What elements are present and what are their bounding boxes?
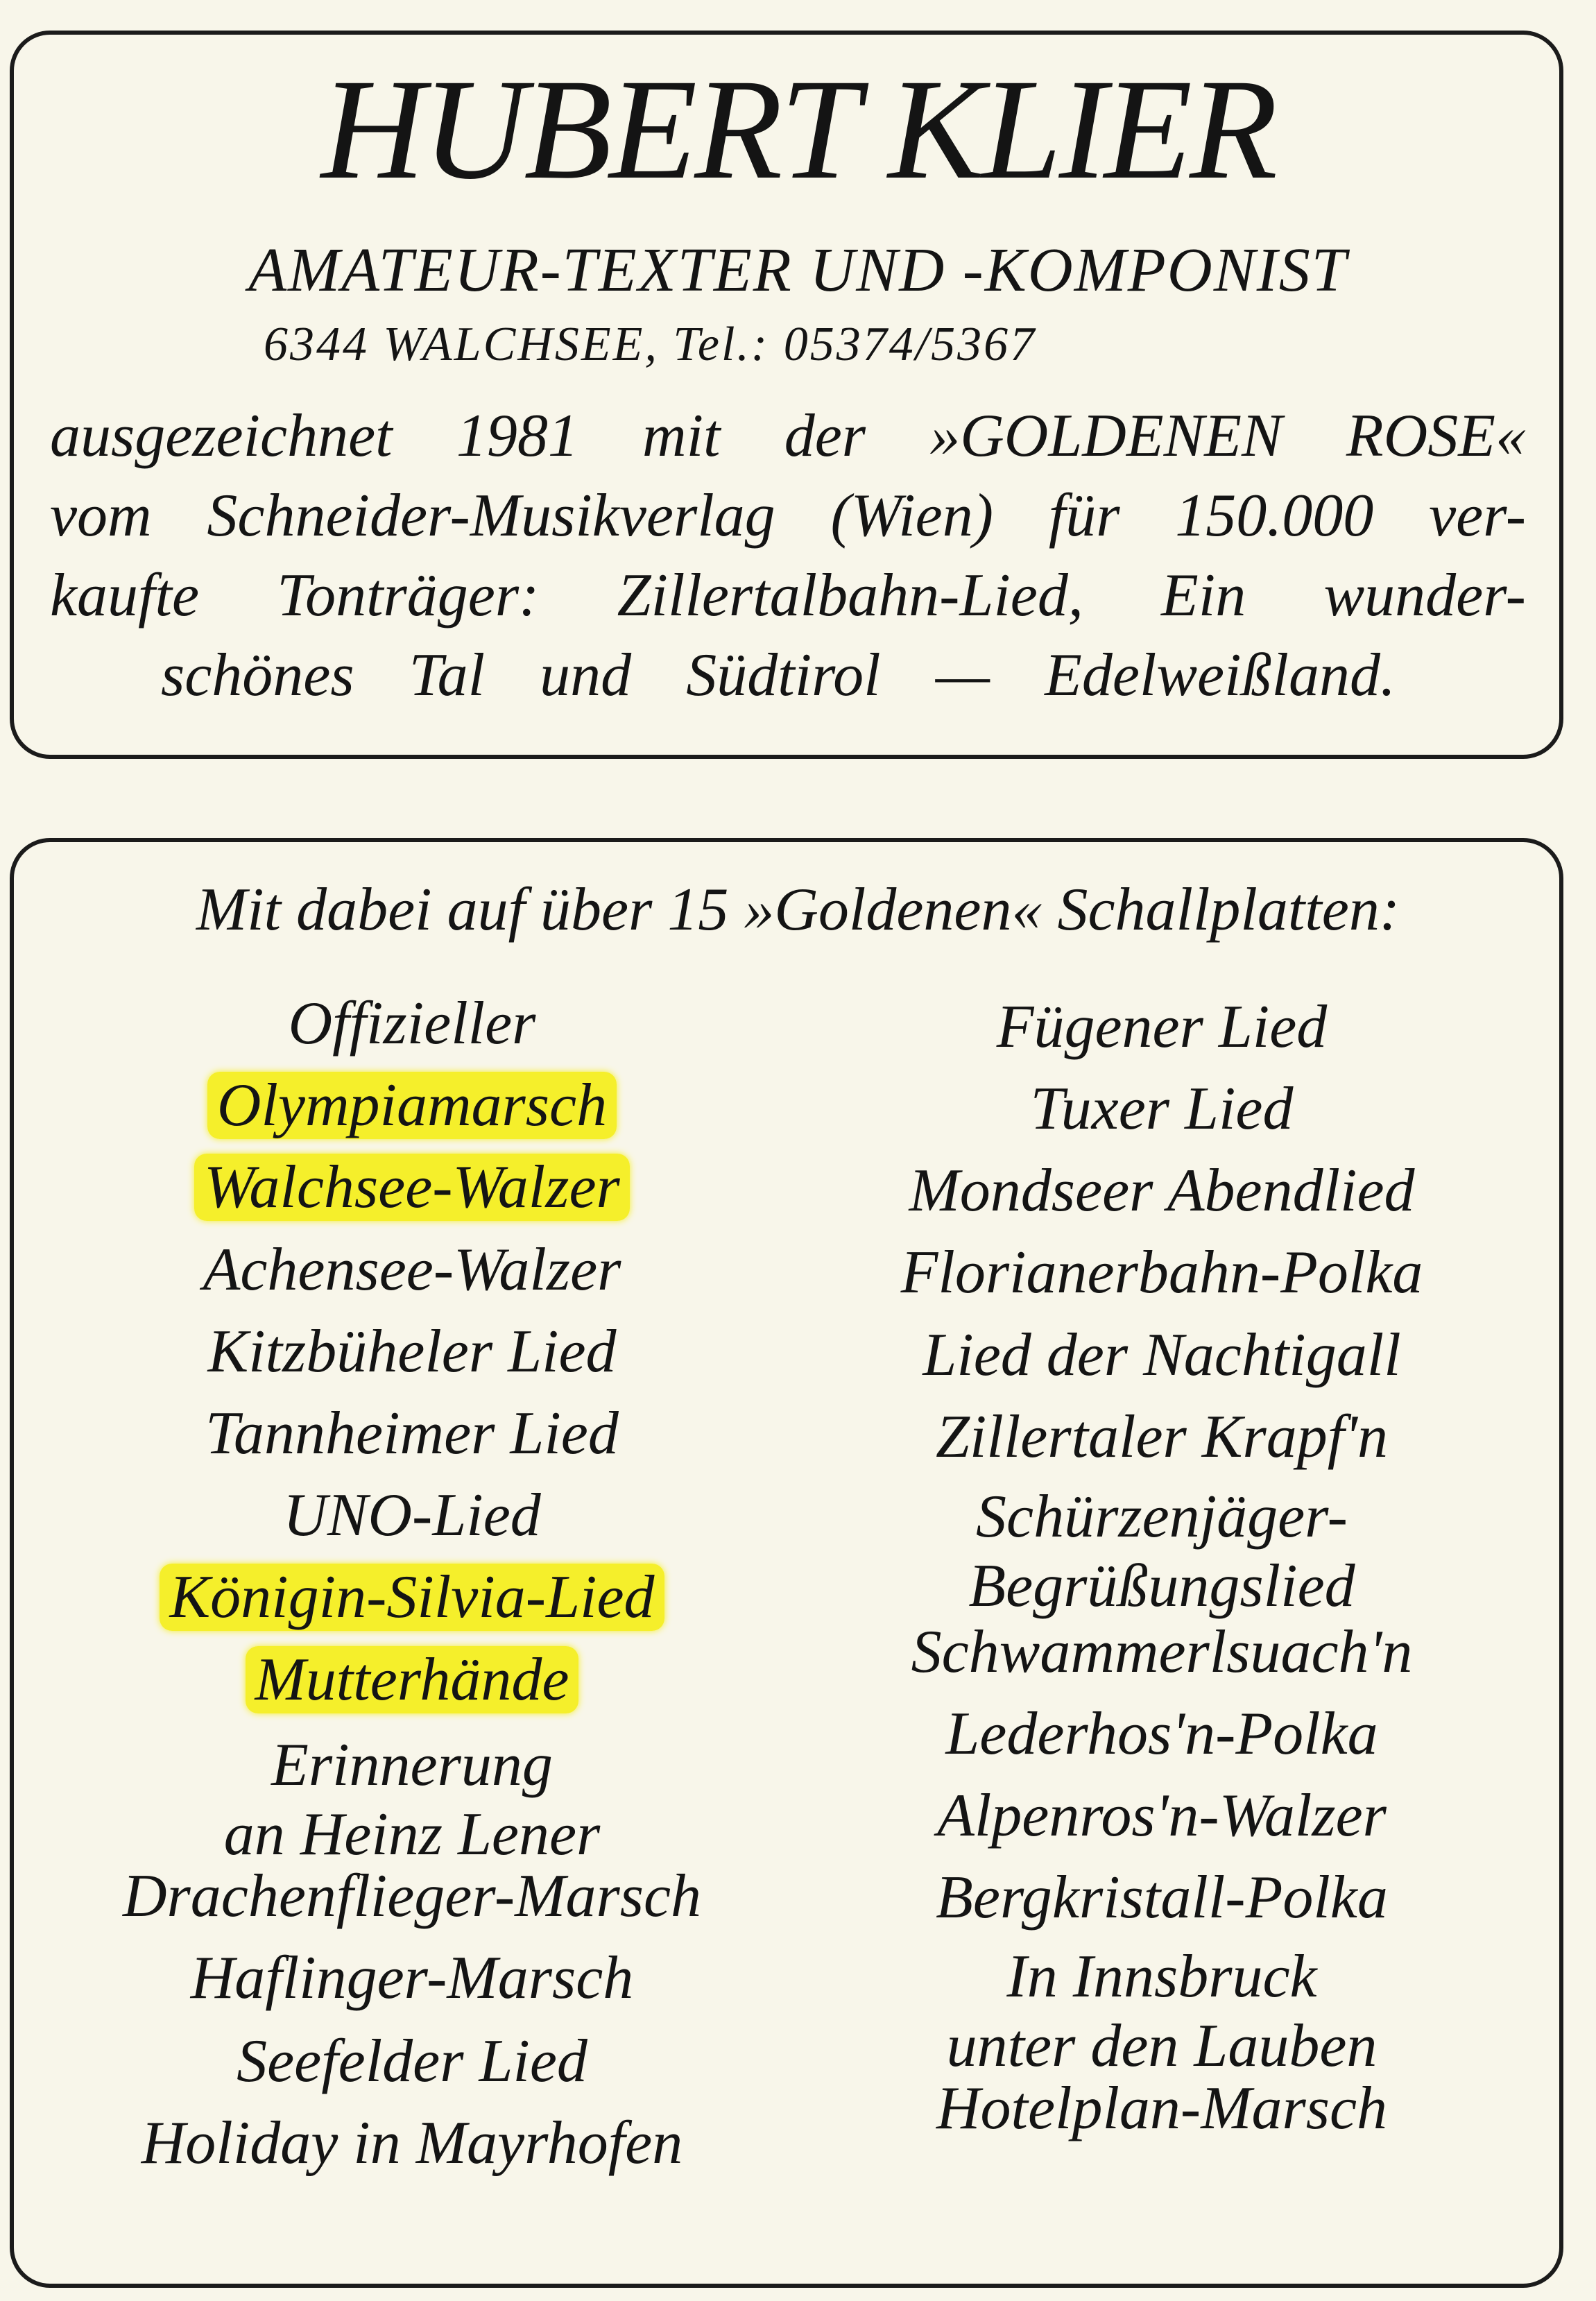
records-heading: Mit dabei auf über 15 »Goldenen« Schallplatten: <box>196 876 1400 943</box>
left-song-title <box>31 1863 793 1930</box>
highlighted-song-text: Olympiamarsch <box>207 1072 617 1139</box>
description-line: vom Schneider-Musikverlag (Wien) für 150.000 ver- <box>50 482 1526 549</box>
left-song-title <box>31 2028 793 2095</box>
song-text: Kitzbüheler Lied <box>207 1318 617 1385</box>
composer-name: HUBERT KLIER <box>320 49 1276 209</box>
left-song-title <box>31 990 793 1057</box>
song-text: Hotelplan-Marsch <box>936 2075 1388 2142</box>
song-text: Mondseer Abendlied <box>909 1157 1415 1224</box>
song-text: Tuxer Lied <box>1030 1075 1294 1143</box>
song-text: Lied der Nachtigall <box>923 1321 1401 1389</box>
right-song-title <box>780 1618 1543 1686</box>
description-line: kaufte Tonträger: Zillertalbahn-Lied, Ein wunder- <box>50 562 1526 629</box>
song-text: unter den Lauben <box>946 2012 1378 2080</box>
description-line: schönes Tal und Südtirol — Edelweißland. <box>161 642 1396 709</box>
song-text: Bergkristall-Polka <box>936 1864 1388 1931</box>
song-text: Florianerbahn-Polka <box>900 1239 1423 1306</box>
highlighted-song-text: Königin-Silvia-Lied <box>160 1564 664 1631</box>
right-song-title <box>780 1942 1543 2081</box>
left-song-title <box>31 1731 793 1870</box>
left-song-title <box>31 1944 793 2012</box>
left-song-title <box>31 1236 793 1303</box>
highlighted-song-text: Mutterhände <box>246 1646 579 1713</box>
song-text: Holiday in Mayrhofen <box>141 2110 683 2177</box>
description-line: ausgezeichnet 1981 mit der »GOLDENEN ROSE« <box>50 402 1526 470</box>
right-song-title <box>780 1157 1543 1224</box>
left-song-title <box>31 2110 793 2177</box>
right-song-title <box>780 2075 1543 2142</box>
song-text: Lederhos'n-Polka <box>945 1700 1378 1768</box>
right-song-title <box>780 1075 1543 1143</box>
song-text: Drachenflieger-Marsch <box>122 1863 702 1930</box>
song-text: Offizieller <box>288 990 536 1057</box>
song-text: Zillertaler Krapf'n <box>935 1403 1388 1471</box>
song-text: UNO-Lied <box>283 1482 541 1549</box>
left-song-title <box>31 1318 793 1385</box>
right-song-title <box>780 1700 1543 1768</box>
right-song-title <box>780 993 1543 1061</box>
song-text: Tannheimer Lied <box>205 1400 619 1467</box>
song-text: Schürzenjäger- <box>976 1483 1348 1550</box>
composer-address: 6344 WALCHSEE, Tel.: 05374/5367 <box>264 318 1037 371</box>
song-text: Seefelder Lied <box>237 2028 587 2095</box>
song-text: Haflinger-Marsch <box>190 1944 634 2012</box>
left-song-title <box>31 1482 793 1549</box>
left-song-title <box>31 1646 793 1713</box>
song-text: Erinnerung <box>271 1731 553 1799</box>
right-song-title <box>780 1239 1543 1306</box>
song-text: an Heinz Lener <box>223 1801 601 1868</box>
composer-title: AMATEUR-TEXTER UND -KOMPONIST <box>248 236 1348 305</box>
right-song-title <box>780 1782 1543 1849</box>
right-song-title <box>780 1403 1543 1471</box>
left-song-title <box>31 1072 793 1139</box>
left-song-title <box>31 1400 793 1467</box>
right-song-title <box>780 1864 1543 1931</box>
right-song-title <box>780 1321 1543 1389</box>
song-text: Begrüßungslied <box>968 1552 1355 1620</box>
song-text: Alpenros'n-Walzer <box>937 1782 1387 1849</box>
left-song-title <box>31 1154 793 1221</box>
song-text: Fügener Lied <box>996 993 1328 1061</box>
song-text: In Innsbruck <box>1006 1943 1317 2010</box>
left-song-title <box>31 1564 793 1631</box>
song-text: Schwammerlsuach'n <box>911 1618 1413 1686</box>
highlighted-song-text: Walchsee-Walzer <box>194 1154 630 1221</box>
song-text: Achensee-Walzer <box>203 1236 621 1303</box>
right-song-title <box>780 1482 1543 1621</box>
